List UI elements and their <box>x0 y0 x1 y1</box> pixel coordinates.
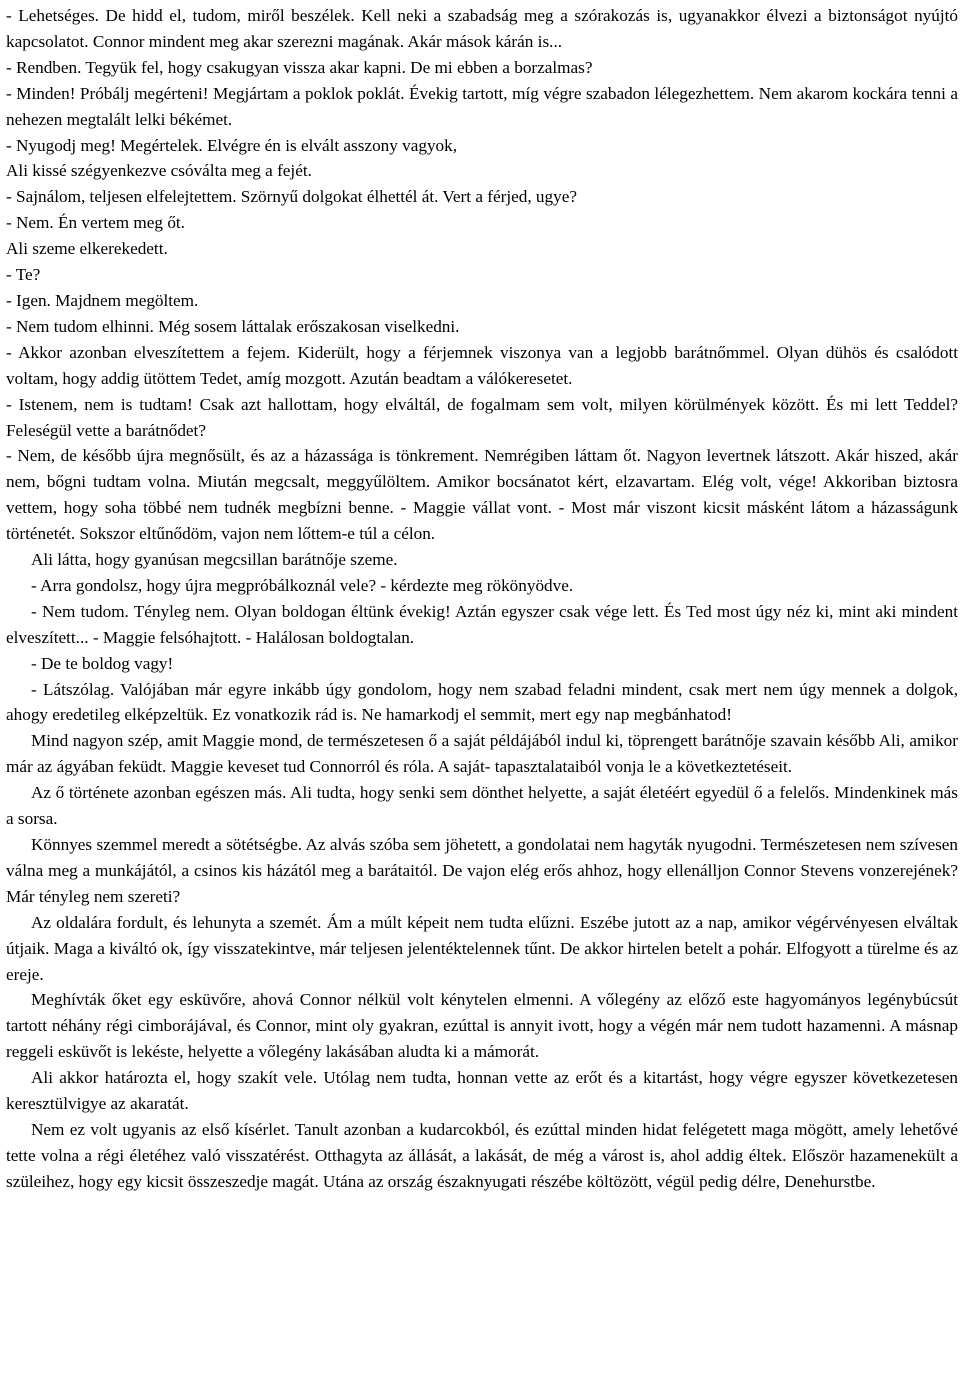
paragraph-16: - Arra gondolsz, hogy újra megpróbálkoznál vele? - kérdezte meg rökönyödve. <box>31 575 574 595</box>
paragraph-19: - Látszólag. Valójában már egyre inkább úgy gondolom, hogy nem szabad feladni mindent, csak mert nem úgy mennek a dolgok, ahogy eredetileg elképzeltük. Ez vonatkozik rád is. Ne hamarkodj el semmit, mert egy nap megbánhatod! <box>6 679 958 725</box>
paragraph-25: Ali akkor határozta el, hogy szakít vele. Utólag nem tudta, honnan vette az erőt és a kitartást, hogy végre egyszer következetesen keresztülvigye az akaratát. <box>6 1068 958 1114</box>
paragraph-17: - Nem tudom. Tényleg nem. Olyan boldogan éltünk évekig! Aztán egyszer csak vége lett. És Ted most úgy néz ki, mint aki mindent elveszített... - Maggie felsóhajtott. - Halálosan boldogtalan. <box>6 601 958 647</box>
document-page <box>6 3 958 1195</box>
paragraph-1: - Lehetséges. De hidd el, tudom, miről beszélek. Kell neki a szabadság meg a szórakozás is, ugyanakkor élvezi a biztonságot nyújtó kapcsolatot. Connor mindent meg akar szerezni magának. Akár mások kárán is... <box>6 6 958 51</box>
paragraph-22: Könnyes szemmel meredt a sötétségbe. Az alvás szóba sem jöhetett, a gondolatai nem hagyták nyugodni. Természetesen nem szívesen válna meg a munkájától, a csinos kis házától meg a barátaitól. De vajon elég erős ahhoz, hogy ellenálljon Connor Stevens vonzerejének? Már tényleg nem szereti? <box>6 835 958 906</box>
paragraph-8: Ali szeme elkerekedett. <box>6 239 168 259</box>
paragraph-26: Nem ez volt ugyanis az első kísérlet. Tanult azonban a kudarcokból, és ezúttal minden hidat felégetett maga mögött, amely lehetővé tette volna a régi életéhez való visszatérést. Otthagyta az állását, a lakását, de még a várost is, ahol addig éltek. Először hazamenekült a szüleihez, hogy egy kicsit összeszedje magát. Utána az ország északnyugati részébe költözött, végül pedig délre, Denehurstbe. <box>6 1119 958 1191</box>
paragraph-2: - Rendben. Tegyük fel, hogy csakugyan vissza akar kapni. De mi ebben a borzalmas? <box>6 57 593 77</box>
paragraph-13: - Istenem, nem is tudtam! Csak azt hallottam, hogy elváltál, de fogalmam sem volt, milyen körülmények között. És mi lett Teddel? Feleségül vette a barátnődet? <box>6 394 958 440</box>
paragraph-14: - Nem, de később újra megnősült, és az a házassága is tönkrement. Nemrégiben láttam őt. Nagyon levertnek látszott. Akár hiszed, akár nem, bőgni tudtam volna. Miután megcsalt, meggyűlöltem. Amikor bocsánatot kért, elzavartam. Elég volt, vége! Akkoriban biztosra vettem, hogy soha többé nem tudnék megbízni benne. - Maggie vállat vont. - Most már viszont kicsit másként látom a házasságunk történetét. Sokszor eltűnődöm, vajon nem lőttem-e túl a célon. <box>6 446 958 544</box>
paragraph-18: - De te boldog vagy! <box>31 653 174 673</box>
paragraph-24: Meghívták őket egy esküvőre, ahová Connor nélkül volt kénytelen elmenni. A vőlegény az előző este hagyományos legénybúcsút tartott néhány régi cimborájával, és Connor, mint oly gyakran, ezúttal is annyit ivott, hogy a végén már nem tudott hazamenni. A másnap reggeli esküvőt is lekéste, helyette a vőlegény lakásában aludta ki a mámorát. <box>6 990 958 1062</box>
paragraph-15: Ali látta, hogy gyanúsan megcsillan barátnője szeme. <box>31 550 398 570</box>
paragraph-23: Az oldalára fordult, és lehunyta a szemét. Ám a múlt képeit nem tudta elűzni. Eszébe jutott az a nap, amikor végérvényesen elváltak útjaik. Maga a kiváltó ok, így visszatekintve, már teljesen jelentéktelennek tűnt. De akkor hirtelen betelt a pohár. Elfogyott a türelme és az ereje. <box>6 912 958 984</box>
paragraph-12: - Akkor azonban elveszítettem a fejem. Kiderült, hogy a férjemnek viszonya van a legjobb barátnőmmel. Olyan dühös és csalódott voltam, hogy addig ütöttem Tedet, amíg mozgott. Azután beadtam a válókeresetet. <box>6 342 958 388</box>
paragraph-7: - Nem. Én vertem meg őt. <box>6 213 185 233</box>
paragraph-21: Az ő története azonban egészen más. Ali tudta, hogy senki sem dönthet helyette, a saját életéért egyedül ő a felelős. Mindenkinek más a sorsa. <box>6 783 958 829</box>
paragraph-6: - Sajnálom, teljesen elfelejtettem. Szörnyű dolgokat élhettél át. Vert a férjed, ugye? <box>6 187 577 207</box>
paragraph-20: Mind nagyon szép, amit Maggie mond, de természetesen ő a saját példájából indul ki, töprengett barátnője szavain később Ali, amikor már az ágyában feküdt. Maggie keveset tud Connorról és róla. A saját- tapasztalataiból vonja le a következtetéseit. <box>6 731 958 777</box>
paragraph-9: - Te? <box>6 265 41 285</box>
paragraph-11: - Nem tudom elhinni. Még sosem láttalak erőszakosan viselkedni. <box>6 316 460 336</box>
paragraph-10: - Igen. Majdnem megöltem. <box>6 290 199 310</box>
paragraph-3: - Minden! Próbálj megérteni! Megjártam a poklok poklát. Évekig tartott, míg végre szabadon lélegezhettem. Nem akarom kockára tenni a nehezen megtalált lelki békémet. <box>6 83 958 129</box>
paragraph-4: - Nyugodj meg! Megértelek. Elvégre én is elvált asszony vagyok, <box>6 135 458 155</box>
paragraph-5: Ali kissé szégyenkezve csóválta meg a fejét. <box>6 161 312 181</box>
